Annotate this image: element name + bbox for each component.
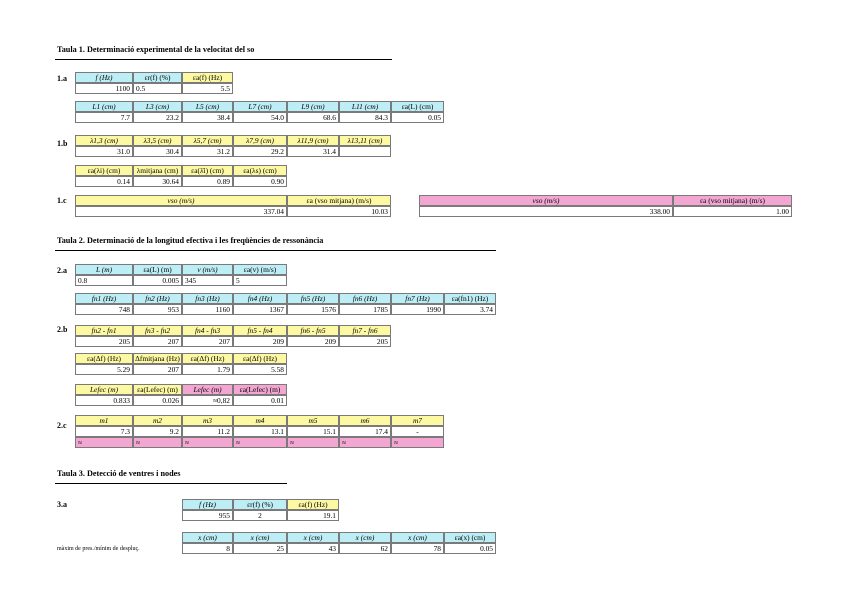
t1-err-val-1: 30.64 (133, 176, 182, 187)
t3-x3-val: 43 (287, 543, 339, 554)
t2-e-head-1: Δfmitjana (Hz) (133, 353, 182, 364)
t1-L3-val: 23.2 (133, 112, 182, 123)
t2-Lefec-pink-head: Lefec (m) (182, 384, 233, 395)
t1-lam79-val: 29.2 (233, 146, 287, 157)
t1a-val-ea: 5.5 (182, 83, 233, 94)
row-label-2c: 2.c (57, 421, 67, 430)
t3-er-head: εr(f) (%) (233, 499, 287, 510)
t2-f2-val: 953 (133, 304, 182, 315)
t2-e-val-2: 1.79 (182, 364, 233, 375)
t1-err-head-1: λmitjana (cm) (133, 165, 182, 176)
t2-d-head-3: fn5 - fn4 (233, 325, 287, 336)
t2-e-head-2: εa(Δf) (Hz) (182, 353, 233, 364)
t3-x2-head: x (cm) (233, 532, 287, 543)
t2c-m2-val: 9.2 (133, 426, 182, 437)
table3-rule (55, 483, 287, 484)
t2-f6-head: fn6 (Hz) (339, 293, 391, 304)
t2c-approx-0: ≈ (75, 437, 133, 448)
t1-lam35-head: λ3,5 (cm) (133, 135, 182, 146)
t3-x2-val: 25 (233, 543, 287, 554)
t2c-m7-head: m7 (391, 415, 444, 426)
t2-f3-head: fn3 (Hz) (182, 293, 233, 304)
t2-eaLefec-pink-val: 0.01 (233, 395, 287, 406)
t1c-val-ea: 10.03 (287, 206, 391, 217)
t2-e-head-0: εa(Δf) (Hz) (75, 353, 133, 364)
t1-lam1311-head: λ13,11 (cm) (339, 135, 391, 146)
t1-lam57-head: λ5,7 (cm) (182, 135, 233, 146)
t1a-head-f: f (Hz) (75, 72, 133, 83)
t1c-head-ea: εa (vso mitjana) (m/s) (287, 195, 391, 206)
t2-e-head-3: εa(Δf) (Hz) (233, 353, 287, 364)
t2-d-head-5: fn7 - fn6 (339, 325, 391, 336)
t2c-m3-val: 11.2 (182, 426, 233, 437)
t2-eaf-head: εa(fn1) (Hz) (444, 293, 496, 304)
t2-f7-head: fn7 (Hz) (391, 293, 444, 304)
t1-lam1311-val (339, 146, 391, 157)
t2-f1-head: fn1 (Hz) (75, 293, 133, 304)
t2-d-head-4: fn6 - fn5 (287, 325, 339, 336)
t2c-m7-val: - (391, 426, 444, 437)
row-label-1b: 1.b (57, 139, 68, 148)
t2a-head-eaL: εa(L) (m) (133, 264, 182, 275)
t3-eax-val: 0.05 (444, 543, 496, 554)
t1c-pink-val-ea: 1.00 (673, 206, 792, 217)
table2-rule (55, 250, 496, 251)
t2-f3-val: 1160 (182, 304, 233, 315)
t1a-val-er: 0.5 (133, 83, 182, 94)
t2-f6-val: 1785 (339, 304, 391, 315)
table1-rule (55, 59, 392, 60)
t3-ea-val: 19.1 (287, 510, 339, 521)
t2-d-val-5: 205 (339, 336, 391, 347)
t2c-approx-1: ≈ (133, 437, 182, 448)
t2-e-val-1: 207 (133, 364, 182, 375)
t2-d-val-0: 205 (75, 336, 133, 347)
row-label-2b: 2.b (57, 325, 68, 334)
t3-x1-head: x (cm) (182, 532, 233, 543)
t1a-head-ea: εa(f) (Hz) (182, 72, 233, 83)
t1-lam13-val: 31.0 (75, 146, 133, 157)
t3-f-head: f (Hz) (182, 499, 233, 510)
t1c-head-vso: vso (m/s) (75, 195, 287, 206)
t1-L11-val: 84.3 (339, 112, 391, 123)
t2a-val-eaL: 0.005 (133, 275, 182, 286)
t1-L5-head: L5 (cm) (182, 101, 233, 112)
t1-lam13-head: λ1,3 (cm) (75, 135, 133, 146)
t1-L1-head: L1 (cm) (75, 101, 133, 112)
t1c-val-vso: 337.04 (75, 206, 287, 217)
t2c-m6-head: m6 (339, 415, 391, 426)
t2c-m1-val: 7.3 (75, 426, 133, 437)
t3-x3-head: x (cm) (287, 532, 339, 543)
t2-d-val-2: 207 (182, 336, 233, 347)
t2c-approx-5: ≈ (339, 437, 391, 448)
t2-eaf-val: 3.74 (444, 304, 496, 315)
t1-eaL-val: 0.05 (391, 112, 444, 123)
t2-f1-val: 748 (75, 304, 133, 315)
t1-lam79-head: λ7,9 (cm) (233, 135, 287, 146)
table1-title: Taula 1. Determinació experimental de la velocitat del so (57, 45, 255, 54)
t2-eaLefec-val: 0.026 (133, 395, 182, 406)
t3-x1-val: 8 (182, 543, 233, 554)
t1-err-val-3: 0.90 (233, 176, 287, 187)
t2-d-val-1: 207 (133, 336, 182, 347)
t2c-m1-head: m1 (75, 415, 133, 426)
t1a-head-er: εr(f) (%) (133, 72, 182, 83)
t2-eaLefec-pink-head: εa(Lefec) (m) (233, 384, 287, 395)
t2c-approx-4: ≈ (287, 437, 339, 448)
t1a-val-f: 1100 (75, 83, 133, 94)
t1-L3-head: L3 (cm) (133, 101, 182, 112)
t2-f5-head: fn5 (Hz) (287, 293, 339, 304)
t2a-val-L: 0.8 (75, 275, 133, 286)
t2c-m5-val: 15.1 (287, 426, 339, 437)
t1-L5-val: 38.4 (182, 112, 233, 123)
t2c-approx-6: ≈ (391, 437, 444, 448)
t2c-m2-head: m2 (133, 415, 182, 426)
t3-x5-head: x (cm) (391, 532, 444, 543)
t1-err-head-0: εa(λi) (cm) (75, 165, 133, 176)
t2-f2-head: fn2 (Hz) (133, 293, 182, 304)
t1c-pink-head-vso: vso (m/s) (419, 195, 673, 206)
t2-f4-val: 1367 (233, 304, 287, 315)
table3-title: Taula 3. Detecció de ventres i nodes (57, 469, 181, 478)
t2c-approx-3: ≈ (233, 437, 287, 448)
t1-L9-val: 68.6 (287, 112, 339, 123)
t1-L7-head: L7 (cm) (233, 101, 287, 112)
t2-e-val-0: 5.29 (75, 364, 133, 375)
t3-x4-head: x (cm) (339, 532, 391, 543)
t2-d-val-3: 209 (233, 336, 287, 347)
t3-eax-head: εa(x) (cm) (444, 532, 496, 543)
t2c-m3-head: m3 (182, 415, 233, 426)
t3-ea-head: εa(f) (Hz) (287, 499, 339, 510)
t2-d-head-0: fn2 - fn1 (75, 325, 133, 336)
t1c-pink-head-ea: εa (vso mitjana) (m/s) (673, 195, 792, 206)
t1-err-head-2: εa(λ̄i) (cm) (182, 165, 233, 176)
t2a-head-eav: εa(v) (m/s) (233, 264, 287, 275)
t1-L7-val: 54.0 (233, 112, 287, 123)
t2a-head-L: L (m) (75, 264, 133, 275)
t2c-m6-val: 17.4 (339, 426, 391, 437)
t2-d-head-2: fn4 - fn3 (182, 325, 233, 336)
t3-f-val: 955 (182, 510, 233, 521)
t2a-head-v: v (m/s) (182, 264, 233, 275)
t2-Lefec-val: 0.833 (75, 395, 133, 406)
t1-L1-val: 7.7 (75, 112, 133, 123)
t1-lam119-val: 31.4 (287, 146, 339, 157)
t2-e-val-3: 5.58 (233, 364, 287, 375)
t2-f7-val: 1990 (391, 304, 444, 315)
t1-lam119-head: λ11,9 (cm) (287, 135, 339, 146)
t2a-val-eav: 5 (233, 275, 287, 286)
t2c-m4-val: 13.1 (233, 426, 287, 437)
t2-eaLefec-head: εa(Lefec) (m) (133, 384, 182, 395)
t1-eaL-head: εa(L) (cm) (391, 101, 444, 112)
t3-er-val: 2 (233, 510, 287, 521)
t1c-pink-val-vso: 338.00 (419, 206, 673, 217)
t2a-val-v: 345 (182, 275, 233, 286)
t2-d-val-4: 209 (287, 336, 339, 347)
t2-Lefec-head: Lefec (m) (75, 384, 133, 395)
table2-title: Taula 2. Determinació de la longitud efectiva i les freqüències de ressonància (57, 236, 324, 245)
row-label-1c: 1.c (57, 196, 67, 205)
t2-d-head-1: fn3 - fn2 (133, 325, 182, 336)
t2c-m4-head: m4 (233, 415, 287, 426)
row-label-3a: 3.a (57, 500, 67, 509)
t3-note: màxim de pres./mínim de despluç. (57, 546, 140, 552)
t2-Lefec-pink-val: ≈0,82 (182, 395, 233, 406)
t1-L11-head: L11 (cm) (339, 101, 391, 112)
row-label-1a: 1.a (57, 74, 67, 83)
t1-lam35-val: 30.4 (133, 146, 182, 157)
t3-x4-val: 62 (339, 543, 391, 554)
row-label-2a: 2.a (57, 266, 67, 275)
t1-err-val-0: 0.14 (75, 176, 133, 187)
t1-err-val-2: 0.89 (182, 176, 233, 187)
t2-f4-head: fn4 (Hz) (233, 293, 287, 304)
t3-x5-val: 78 (391, 543, 444, 554)
t2c-m5-head: m5 (287, 415, 339, 426)
t2-f5-val: 1576 (287, 304, 339, 315)
t1-err-head-3: εa(λs) (cm) (233, 165, 287, 176)
t1-L9-head: L9 (cm) (287, 101, 339, 112)
t1-lam57-val: 31.2 (182, 146, 233, 157)
t2c-approx-2: ≈ (182, 437, 233, 448)
